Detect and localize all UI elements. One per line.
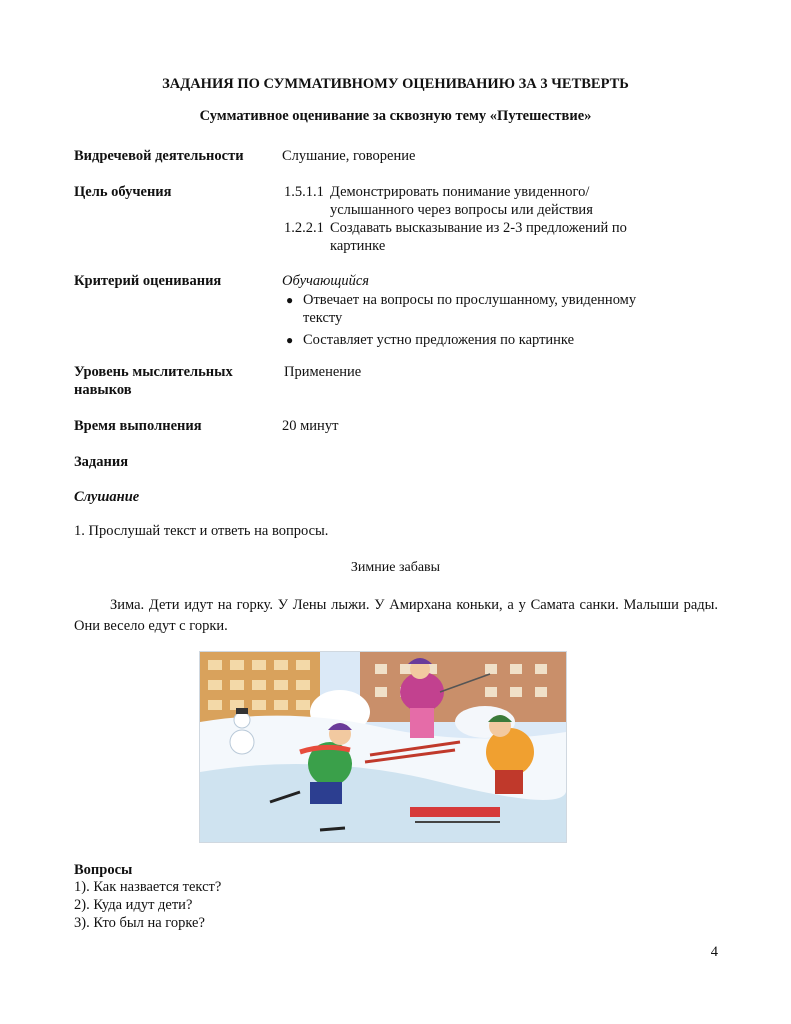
question-item: 1). Как назвается текст? bbox=[74, 879, 222, 895]
criteria-intro: Обучающийся bbox=[282, 273, 370, 289]
task-1-instruction: 1. Прослушай текст и ответь на вопросы. bbox=[74, 523, 329, 539]
bullet-icon: ● bbox=[286, 293, 294, 307]
criteria-item: ● Отвечает на вопросы по прослушанному, увиденному тексту bbox=[286, 292, 637, 326]
page-subtitle: Суммативное оценивание за сквозную тему «Путешествие» bbox=[199, 108, 592, 124]
speech-activity-value: Слушание, говорение bbox=[282, 148, 416, 164]
story-title: Зимние забавы bbox=[350, 560, 441, 575]
objective-text-cont: картинке bbox=[330, 238, 386, 254]
tasks-heading: Задания bbox=[74, 454, 129, 470]
listening-heading: Слушание bbox=[74, 489, 140, 505]
criteria-list bbox=[286, 291, 686, 353]
objective-text-cont: услышанного через вопросы или действия bbox=[330, 202, 593, 218]
objectives-list bbox=[284, 183, 684, 255]
skill-level-label: Уровень мыслительных навыков bbox=[74, 364, 233, 398]
question-item: 2). Куда идут дети? bbox=[74, 897, 193, 913]
objective-text: Демонстрировать понимание увиденного/ bbox=[330, 184, 590, 200]
winter-fun-illustration bbox=[199, 651, 567, 843]
page-title: ЗАДАНИЯ ПО СУММАТИВНОМУ ОЦЕНИВАНИЮ ЗА 3 ЧЕТВЕРТЬ bbox=[162, 76, 629, 92]
objective-item bbox=[284, 183, 684, 219]
questions-heading: Вопросы bbox=[74, 862, 133, 878]
question-item: 3). Кто был на горке? bbox=[74, 915, 205, 931]
objective-label: Цель обучения bbox=[74, 184, 172, 200]
story-text: Зима. Дети идут на горку. У Лены лыжи. У Амирхана коньки, а у Самата санки. Малыши рады. Они весело едут с горки. bbox=[74, 597, 718, 634]
speech-activity-label: Видречевой деятельности bbox=[74, 148, 244, 164]
skill-level-value: Применение bbox=[284, 364, 362, 380]
bullet-icon: ● bbox=[286, 333, 294, 347]
criteria-label: Критерий оценивания bbox=[74, 273, 222, 289]
objective-code: 1.5.1.1 bbox=[284, 184, 324, 200]
time-value: 20 минут bbox=[282, 418, 339, 434]
criteria-item: ● Составляет устно предложения по картинке bbox=[286, 332, 575, 348]
objective-code: 1.2.2.1 bbox=[284, 220, 324, 236]
time-label: Время выполнения bbox=[74, 418, 202, 434]
objective-text: Создавать высказывание из 2-3 предложений по bbox=[330, 220, 627, 236]
objective-item bbox=[284, 219, 684, 255]
page-number: 4 bbox=[710, 944, 718, 960]
